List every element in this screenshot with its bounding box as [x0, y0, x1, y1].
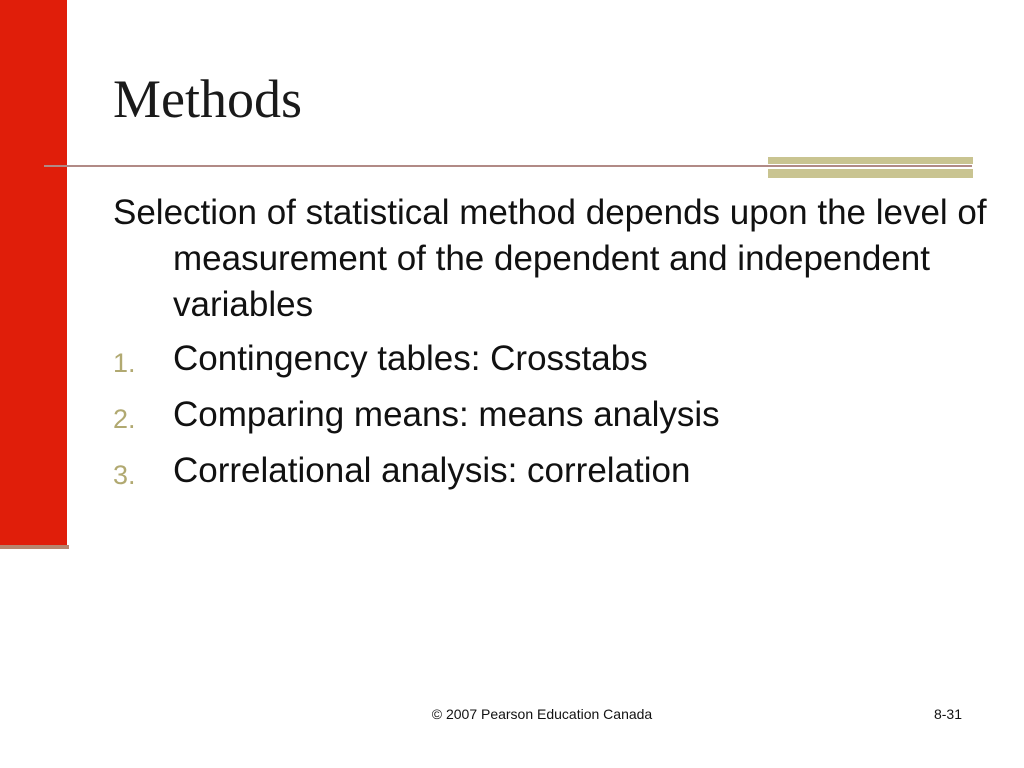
list-item-text: Correlational analysis: correlation [173, 451, 691, 490]
slide-title: Methods [113, 69, 302, 129]
list-item-text: Comparing means: means analysis [173, 395, 720, 434]
list-item-number: 3. [113, 460, 136, 490]
accent-red-bar [0, 0, 67, 545]
slide-body [113, 190, 993, 504]
footer-page-number: 8-31 [933, 706, 962, 722]
list-item [113, 392, 993, 438]
list-item-number: 2. [113, 404, 136, 434]
list-item [113, 336, 993, 382]
list-item-number: 1. [113, 348, 136, 378]
accent-red-bar-shadow [0, 545, 69, 549]
footer-copyright: © 2007 Pearson Education Canada [431, 706, 653, 722]
divider-accent [768, 157, 973, 179]
list-item-text: Contingency tables: Crosstabs [173, 339, 648, 378]
intro-paragraph: Selection of statistical method depends upon the level of measurement of the dependent and independent variables [113, 193, 987, 324]
list-item [113, 448, 993, 494]
